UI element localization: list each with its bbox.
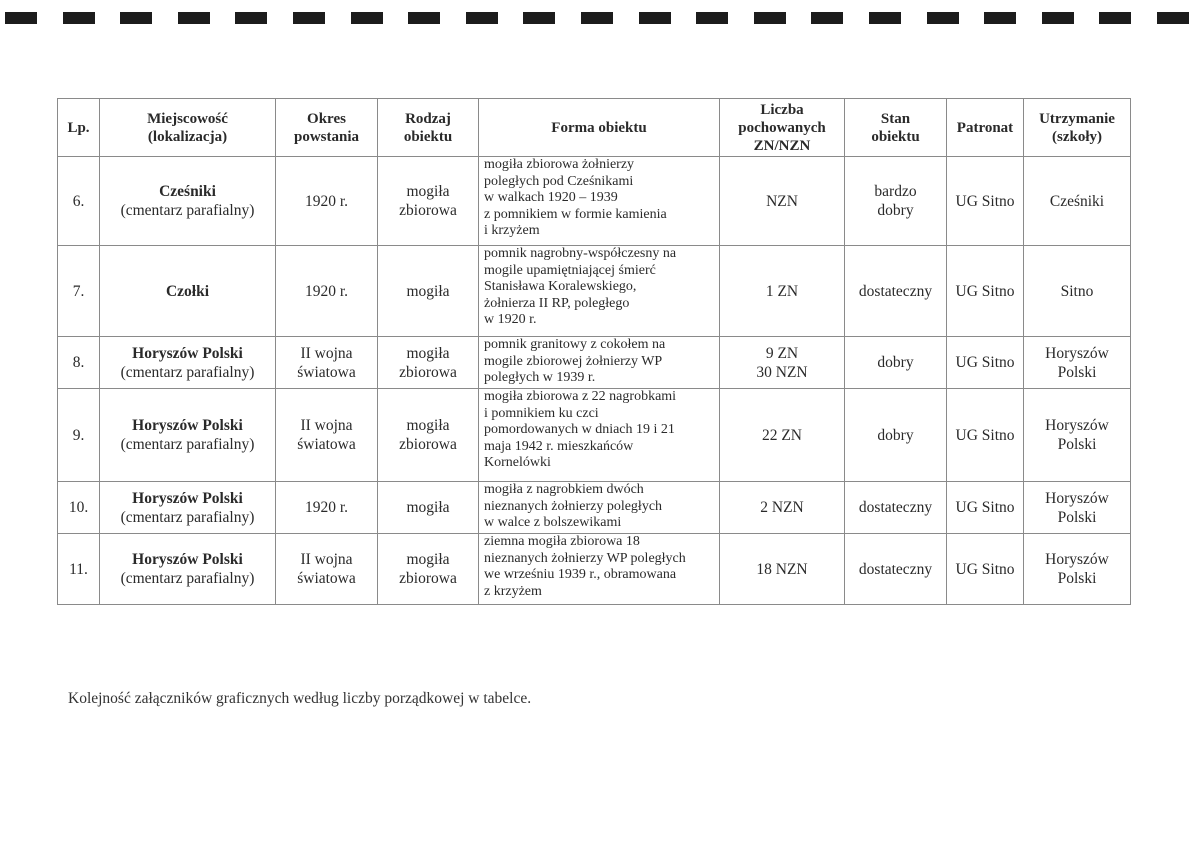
table-row <box>58 389 1131 482</box>
row-period: 1920 r. <box>276 157 378 246</box>
row-condition: dostateczny <box>845 482 947 534</box>
binding-hole <box>1099 12 1131 24</box>
row-form: mogiła zbiorowa żołnierzy poległych pod Cześnikami w walkach 1920 – 1939 z pomnikiem w formie kamienia i krzyżem <box>479 157 720 246</box>
row-lp: 8. <box>58 337 100 389</box>
row-lp: 9. <box>58 389 100 482</box>
binding-hole <box>178 12 210 24</box>
row-lp: 7. <box>58 246 100 337</box>
row-period: II wojna światowa <box>276 534 378 605</box>
header-type: Rodzaj obiektu <box>378 99 479 157</box>
row-patron: UG Sitno <box>947 246 1024 337</box>
row-patron: UG Sitno <box>947 157 1024 246</box>
row-condition: dobry <box>845 389 947 482</box>
row-type: mogiła zbiorowa <box>378 389 479 482</box>
binding-hole <box>408 12 440 24</box>
header-buried: Liczba pochowanych ZN/NZN <box>720 99 845 157</box>
row-location: Cześniki (cmentarz parafialny) <box>100 157 276 246</box>
row-maintenance: Sitno <box>1024 246 1131 337</box>
binding-holes <box>0 12 1199 24</box>
binding-hole <box>120 12 152 24</box>
row-location: Czołki <box>100 246 276 337</box>
table-header-row <box>58 99 1131 157</box>
row-period: 1920 r. <box>276 482 378 534</box>
binding-hole <box>523 12 555 24</box>
binding-hole <box>639 12 671 24</box>
row-type: mogiła <box>378 246 479 337</box>
header-patron: Patronat <box>947 99 1024 157</box>
row-type: mogiła zbiorowa <box>378 534 479 605</box>
header-condition: Stan obiektu <box>845 99 947 157</box>
binding-hole <box>5 12 37 24</box>
row-patron: UG Sitno <box>947 337 1024 389</box>
row-form: pomnik nagrobny-współczesny na mogile upamiętniającej śmierć Stanisława Koralewskiego, żołnierza II RP, poległego w 1920 r. <box>479 246 720 337</box>
binding-hole <box>235 12 267 24</box>
table-body <box>58 157 1131 605</box>
row-lp: 10. <box>58 482 100 534</box>
table-row <box>58 337 1131 389</box>
row-patron: UG Sitno <box>947 534 1024 605</box>
row-type: mogiła zbiorowa <box>378 337 479 389</box>
binding-hole <box>1042 12 1074 24</box>
row-form: ziemna mogiła zbiorowa 18 nieznanych żołnierzy WP poległych we wrześniu 1939 r., obramowana z krzyżem <box>479 534 720 605</box>
header-maintenance: Utrzymanie (szkoły) <box>1024 99 1131 157</box>
binding-hole <box>63 12 95 24</box>
row-form: mogiła z nagrobkiem dwóch nieznanych żołnierzy poległych w walce z bolszewikami <box>479 482 720 534</box>
table-row <box>58 482 1131 534</box>
row-location: Horyszów Polski (cmentarz parafialny) <box>100 389 276 482</box>
table-row <box>58 534 1131 605</box>
header-lp: Lp. <box>58 99 100 157</box>
binding-hole <box>754 12 786 24</box>
binding-hole <box>466 12 498 24</box>
binding-hole <box>1157 12 1189 24</box>
row-maintenance: Horyszów Polski <box>1024 482 1131 534</box>
row-buried: 9 ZN 30 NZN <box>720 337 845 389</box>
row-buried: NZN <box>720 157 845 246</box>
row-patron: UG Sitno <box>947 482 1024 534</box>
row-buried: 22 ZN <box>720 389 845 482</box>
row-condition: dostateczny <box>845 246 947 337</box>
row-buried: 18 NZN <box>720 534 845 605</box>
row-lp: 11. <box>58 534 100 605</box>
row-lp: 6. <box>58 157 100 246</box>
war-graves-table <box>57 98 1131 605</box>
footnote: Kolejność załączników graficznych według liczby porządkowej w tabelce. <box>68 690 532 707</box>
row-location: Horyszów Polski (cmentarz parafialny) <box>100 337 276 389</box>
row-type: mogiła <box>378 482 479 534</box>
row-buried: 1 ZN <box>720 246 845 337</box>
row-maintenance: Horyszów Polski <box>1024 337 1131 389</box>
binding-hole <box>869 12 901 24</box>
binding-hole <box>351 12 383 24</box>
header-form: Forma obiektu <box>479 99 720 157</box>
header-location: Miejscowość (lokalizacja) <box>100 99 276 157</box>
binding-hole <box>293 12 325 24</box>
binding-hole <box>696 12 728 24</box>
row-patron: UG Sitno <box>947 389 1024 482</box>
row-maintenance: Cześniki <box>1024 157 1131 246</box>
row-condition: bardzo dobry <box>845 157 947 246</box>
row-condition: dostateczny <box>845 534 947 605</box>
row-location: Horyszów Polski (cmentarz parafialny) <box>100 482 276 534</box>
row-location: Horyszów Polski (cmentarz parafialny) <box>100 534 276 605</box>
table-row <box>58 246 1131 337</box>
row-form: mogiła zbiorowa z 22 nagrobkami i pomnikiem ku czci pomordowanych w dniach 19 i 21 maja 1942 r. mieszkańców Kornelówki <box>479 389 720 482</box>
binding-hole <box>811 12 843 24</box>
row-maintenance: Horyszów Polski <box>1024 389 1131 482</box>
row-buried: 2 NZN <box>720 482 845 534</box>
row-period: II wojna światowa <box>276 337 378 389</box>
binding-hole <box>927 12 959 24</box>
row-period: II wojna światowa <box>276 389 378 482</box>
binding-hole <box>984 12 1016 24</box>
row-maintenance: Horyszów Polski <box>1024 534 1131 605</box>
header-period: Okres powstania <box>276 99 378 157</box>
table-row <box>58 157 1131 246</box>
row-form: pomnik granitowy z cokołem na mogile zbiorowej żołnierzy WP poległych w 1939 r. <box>479 337 720 389</box>
row-period: 1920 r. <box>276 246 378 337</box>
binding-hole <box>581 12 613 24</box>
row-condition: dobry <box>845 337 947 389</box>
row-type: mogiła zbiorowa <box>378 157 479 246</box>
